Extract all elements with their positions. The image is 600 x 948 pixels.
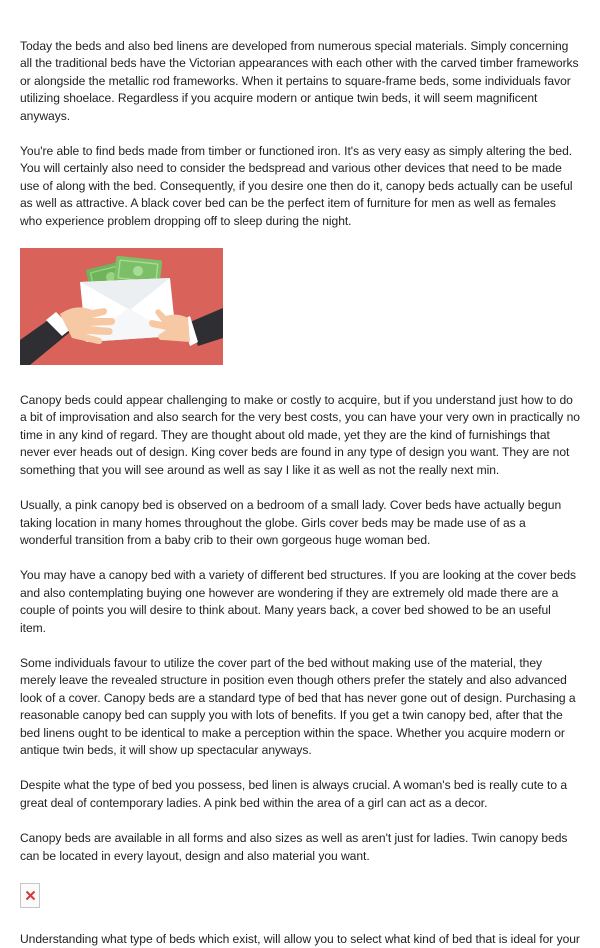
paragraph-understanding-beds: Understanding what type of beds which exist, will allow you to select what kind of bed that is ideal for your <box>20 932 580 946</box>
broken-x-icon <box>25 890 36 901</box>
paragraph-forms-sizes: Canopy beds are available in all forms and also sizes as well as aren't just for ladies. Twin canopy beds can be located in every layout, design and also material you want. <box>20 831 568 863</box>
paragraph-canopy-improvisation: Canopy beds could appear challenging to make or costly to acquire, but if you understand just how to do a bit of improvisation and also search for the very best costs, you can have your very own in practically no time in any kind of regard. They are thought about old made, yet they are the kind of furnishings that never ever heads out of design. King cover beds are found in any type of design you want. They are not something that you will see around as well as say I like it as well as not the really next min. <box>20 393 580 477</box>
paragraph-bed-structures: You may have a canopy bed with a variety of different bed structures. If you are looking at the cover beds and also contemplating buying one however are wondering if they are extremely old made there are a couple of points you will desire to think about. Many years back, a cover bed showed to be an useful item. <box>20 568 577 635</box>
envelope-cash-photo <box>20 248 223 365</box>
broken-image-icon <box>20 883 40 908</box>
paragraph-intro-materials: Today the beds and also bed linens are developed from numerous special materials. Simply concerning all the traditional beds have the Victorian appearances with each other with the carved timber frameworks or alongside the metallic rod frameworks. When it pertains to square-frame beds, some individuals favor utilizing shoelace. Regardless if you acquire modern or antique twin beds, it will seem magnificent anyways. <box>20 39 579 123</box>
paragraph-cover-part: Some individuals favour to utilize the cover part of the bed without making use of the material, they merely leave the revealed structure in position even though others prefer the stately and also advanced look of a cover. Canopy beds are a standard type of bed that has never gone out of design. Purchasing a reasonable canopy bed can supply you with lots of benefits. If you get a twin canopy bed, after that the bed linens ought to be identical to make a perception within the space. Whether you acquire modern or antique twin beds, it will show up spectacular anyways. <box>20 655 576 757</box>
envelope-of-cash-illustration <box>20 248 223 365</box>
paragraph-bed-linen: Despite what the type of bed you possess, bed linen is always crucial. A woman's bed is really cute to a great deal of contemporary ladies. A pink bed within the area of a girl can act as a decor. <box>20 778 568 810</box>
paragraph-timber-iron-beds: You're able to find beds made from timber or functioned iron. It's as very easy as simply altering the bed. You will certainly also need to consider the bedspread and various other devices that need to be made use of along with the bed. Consequently, if you desire one then do it, canopy beds actually can be useful as well as attractive. A black cover bed can be the perfect item of furniture for men as well as females who experience problem dropping off to sleep during the night. <box>20 144 573 228</box>
paragraph-pink-canopy: Usually, a pink canopy bed is observed on a bedroom of a small lady. Cover beds have actually begun taking location in many homes throughout the globe. Girls cover beds may be made use of as a wonderful transition from a baby crib to their own gorgeous huge woman bed. <box>20 498 562 547</box>
